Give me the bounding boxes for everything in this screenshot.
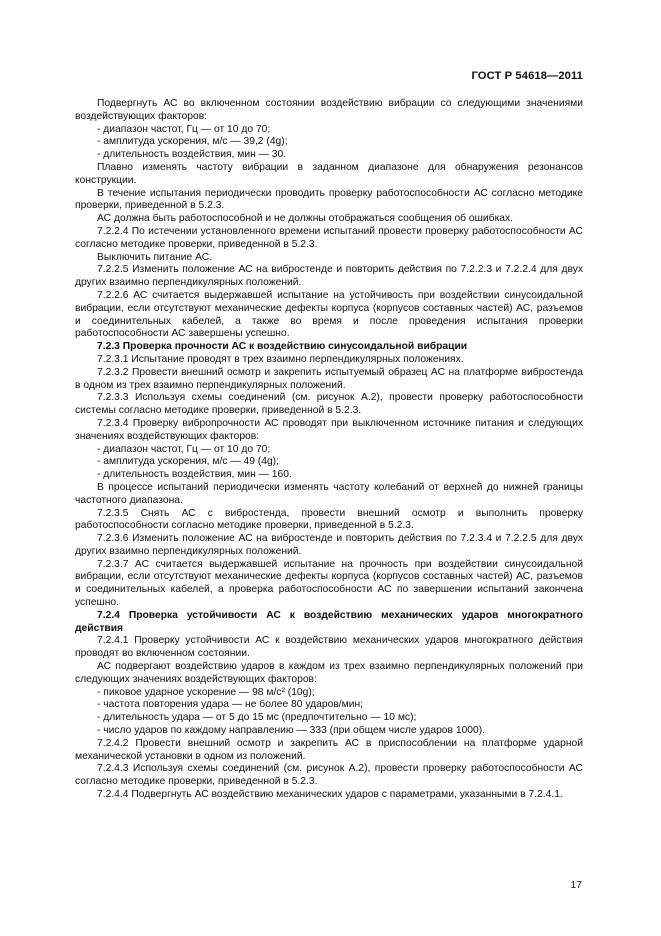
paragraph: Выключить питание АС. xyxy=(97,251,213,263)
paragraph: 7.2.3.2 Провести внешний осмотр и закрепить испытуемый образец АС на платформе вибростенда в одном из трех взаимно перпендикулярных положений. xyxy=(75,366,583,391)
paragraph: 7.2.3.7 АС считается выдержавшей испытание на прочность при воздействии синусоидальной вибрации, если отсутствуют механические дефекты корпуса (корпусов составных частей) АС, разъемов и соединительных кабелей, а проверка работоспособности АС по завершении испытаний закончена успешно. xyxy=(75,558,583,609)
paragraph: В процессе испытаний периодически изменять частоту колебаний от верхней до нижней границы частотного диапазона. xyxy=(75,481,583,506)
paragraph: Плавно изменять частоту вибрации в заданном диапазоне для обнаружения резонансов конструкции. xyxy=(75,161,583,186)
paragraph: АС подвергают воздействию ударов в каждом из трех взаимно перпендикулярных положений при следующих значениях воздействующих факторов: xyxy=(75,661,583,685)
paragraph: 7.2.3.6 Изменить положение АС на вибростенде и повторить действия по 7.2.3.4 и 7.2.2.5 для двух других взаимно перпендикулярных положений. xyxy=(75,533,583,557)
section-heading: 7.2.4 Проверка устойчивости АС к воздействию механических ударов многократного действия xyxy=(75,609,583,634)
paragraph: Подвергнуть АС во включенном состоянии воздействию вибрации со следующими значениями воздействующих факторов: xyxy=(75,98,583,122)
paragraph: 7.2.3.1 Испытание проводят в трех взаимно перпендикулярных положениях. xyxy=(97,353,464,365)
list-item: - пиковое ударное ускорение — 98 м/с² (10g); xyxy=(97,686,315,698)
list-item: - амплитуда ускорения, м/с — 39,2 (4g); xyxy=(97,136,288,148)
paragraph: 7.2.4.4 Подвергнуть АС воздействию механических ударов с параметрами, указанными в 7.2.4.1. xyxy=(97,789,563,801)
paragraph: 7.2.2.4 По истечении установленного времени испытаний провести проверку работоспособности АС согласно методике проверки, приведенной в 5.2.3. xyxy=(75,225,583,250)
list-item: - длительность воздействия, мин — 160. xyxy=(97,469,292,481)
paragraph: 7.2.3.4 Проверку вибропрочности АС проводят при выключенном источнике питания и следующих значениях воздействующих факторов: xyxy=(75,417,583,442)
page-number: 17 xyxy=(570,880,582,891)
paragraph: 7.2.4.2 Провести внешний осмотр и закрепить АС в приспособлении на платформе ударной механической установки в одном из положений. xyxy=(75,737,583,762)
paragraph: 7.2.3.3 Используя схемы соединений (см. рисунок А.2), провести проверку работоспособности системы согласно методике проверки, приведенной в 5.2.3. xyxy=(75,392,583,417)
document-body xyxy=(75,98,583,802)
list-item: - длительность воздействия, мин — 30. xyxy=(97,149,287,161)
paragraph: 7.2.2.5 Изменить положение АС на вибростенде и повторить действия по 7.2.2.3 и 7.2.2.4 для двух других взаимно перпендикулярных положений. xyxy=(75,264,583,289)
paragraph: 7.2.4.3 Используя схемы соединений (см. рисунок А.2), провести проверку работоспособности АС согласно методике проверки, приведенной в 5.2.3. xyxy=(75,763,583,788)
paragraph: АС должна быть работоспособной и не должны отображаться сообщения об ошибках. xyxy=(97,213,514,225)
paragraph: 7.2.4.1 Проверку устойчивости АС к воздействию механических ударов многократного действия проводят во включенном состоянии. xyxy=(75,635,583,660)
document-header: ГОСТ Р 54618—2011 xyxy=(471,70,583,82)
list-item: - число ударов по каждому направлению — 333 (при общем числе ударов 1000). xyxy=(97,725,486,737)
list-item: - длительность удара — от 5 до 15 мс (предпочтительно — 10 мс); xyxy=(97,712,417,724)
list-item: - диапазон частот, Гц — от 10 до 70; xyxy=(97,443,271,455)
paragraph: 7.2.2.6 АС считается выдержавшей испытание на устойчивость при воздействии синусоидальной вибрации, если отсутствуют механические дефекты корпуса (корпусов составных частей) АС, разъемов и соединительных кабелей, а также во время и после проведения испытания проверки работоспособности АС завершены успешно. xyxy=(75,289,583,340)
list-item: - диапазон частот, Гц — от 10 до 70; xyxy=(97,123,271,135)
list-item: - амплитуда ускорения, м/с — 49 (4g); xyxy=(97,456,279,468)
paragraph: 7.2.3.5 Снять АС с вибростенда, провести внешний осмотр и выполнить проверку работоспособности согласно методике проверки, приведенной в 5.2.3. xyxy=(75,507,583,532)
list-item: - частота повторения удара — не более 80 ударов/мин; xyxy=(97,699,364,711)
paragraph: В течение испытания периодически проводить проверку работоспособности АС согласно методике проверки, приведенной в 5.2.3. xyxy=(75,187,583,212)
section-heading: 7.2.3 Проверка прочности АС к воздействию синусоидальной вибрации xyxy=(97,341,468,353)
